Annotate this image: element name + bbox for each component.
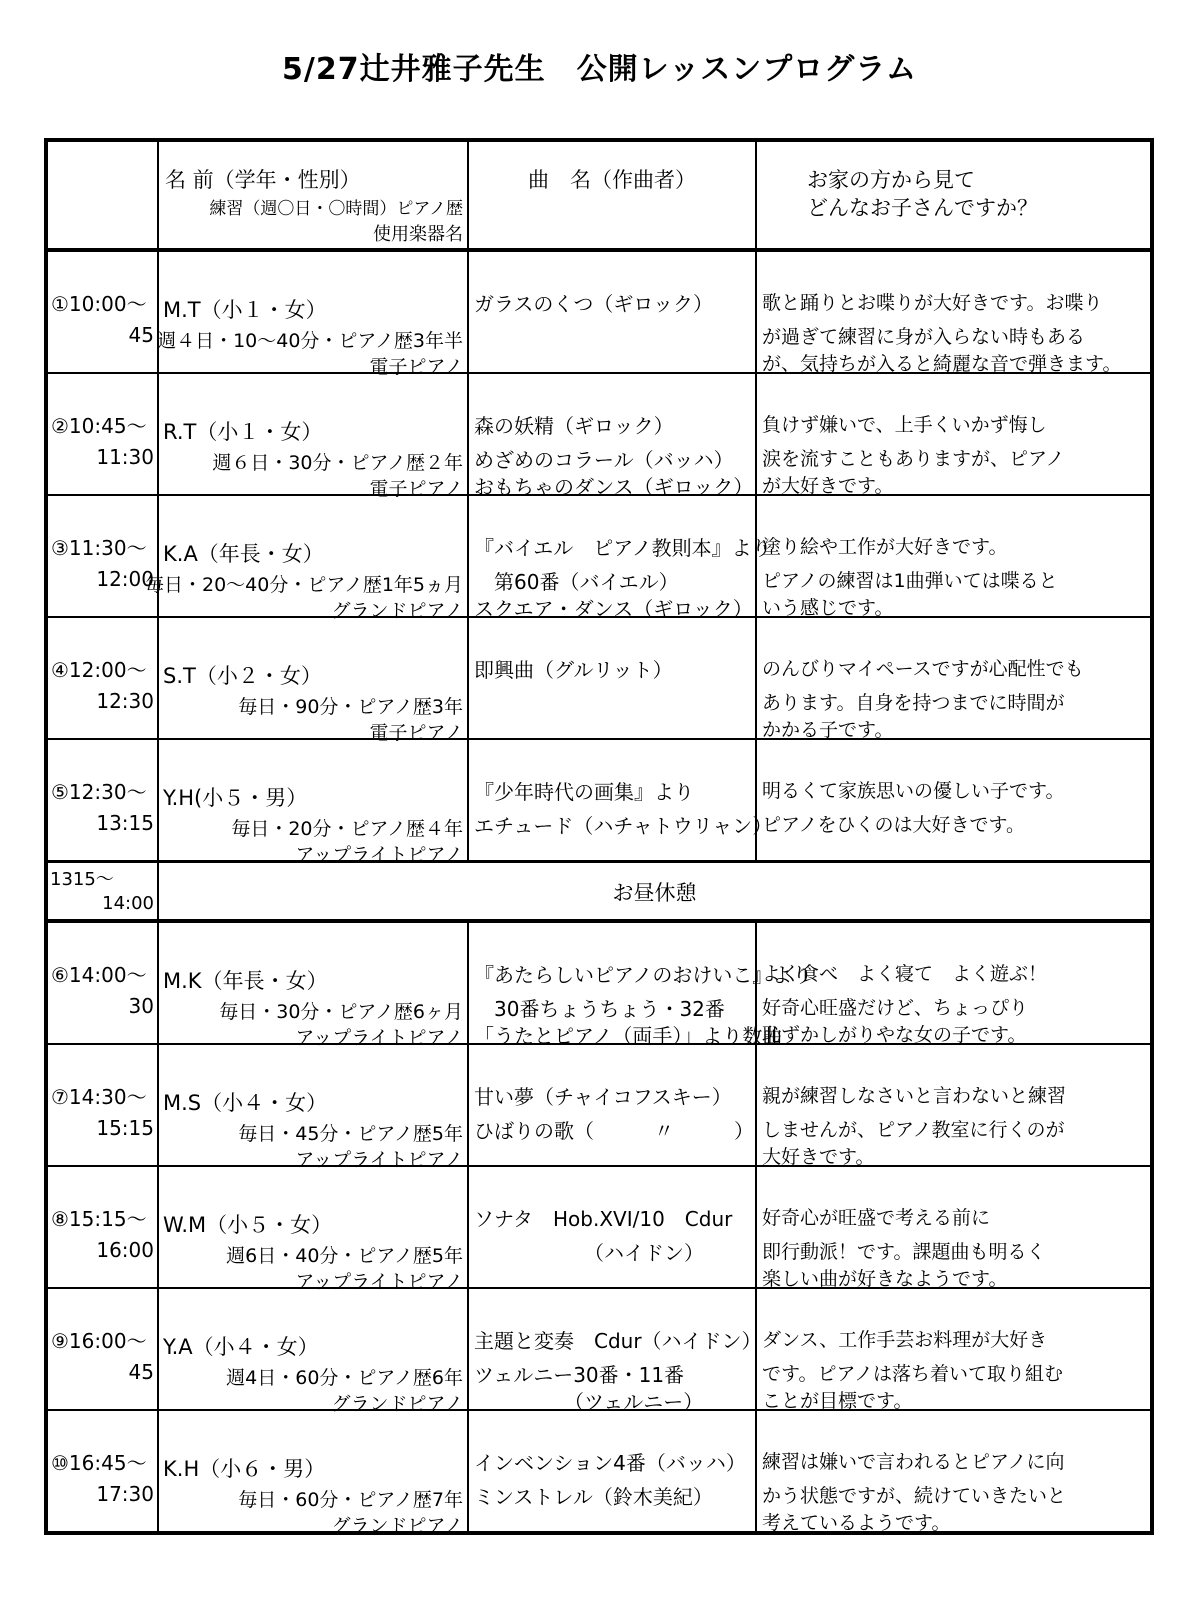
comment-cell (756, 921, 1152, 1044)
table-row (46, 921, 1152, 1044)
break-label-cell (158, 862, 1152, 922)
student-name: M.S（小４・女） (163, 1091, 328, 1115)
end-time: 16:00 (96, 1238, 154, 1262)
practice-info: 毎日・20～40分・ピアノ歴1年5ヵ月 (144, 574, 463, 596)
comment-line: 親が練習しなさいと言わないと練習 (762, 1085, 1067, 1107)
student-cell (158, 373, 468, 500)
comment-line: ダンス、工作手芸お料理が大好き (762, 1329, 1048, 1351)
comment-line: ことが目標です。 (762, 1390, 913, 1412)
comment-line: が、気持ちが入ると綺麗な音で弾きます。 (762, 353, 1122, 375)
practice-info: 週６日・30分・ピアノ歴２年 (212, 452, 463, 474)
end-time: 45 (128, 1360, 154, 1384)
comment-line: 楽しい曲が好きなようです。 (762, 1268, 1008, 1290)
student-cell (144, 495, 468, 622)
table-row (46, 617, 1152, 739)
practice-info: 週6日・40分・ピアノ歴5年 (226, 1245, 463, 1267)
comment-line: しませんが、ピアノ教室に行くのが (762, 1119, 1065, 1141)
student-cell (158, 739, 468, 866)
time-cell (46, 1410, 158, 1533)
piece-line: ひばりの歌（ 〃 ） (474, 1119, 754, 1143)
header-piece-label: 曲 名（作曲者） (528, 168, 696, 192)
comment-line: 即行動派！です。課題曲も明るく (762, 1241, 1046, 1263)
piece-line: 『あたらしいピアノのおけいこ』より (474, 963, 813, 987)
comment-line: ピアノをひくのは大好きです。 (762, 814, 1025, 836)
header-comment-line1: お家の方から見て (807, 168, 975, 192)
practice-info: 毎日・90分・ピアノ歴3年 (238, 696, 463, 718)
comment-line: 負けず嫌いで、上手くいかず悔し (762, 414, 1047, 436)
break-time-cell (46, 862, 158, 922)
student-cell (158, 921, 468, 1049)
piece-line: 森の妖精（ギロック） (474, 414, 674, 438)
start-time: ③11:30～ (51, 536, 147, 560)
comment-line: です。ピアノは落ち着いて取り組む (762, 1363, 1063, 1385)
time-cell (46, 1044, 158, 1166)
student-name: R.T（小１・女） (163, 420, 323, 444)
comment-line: 歌と踊りとお喋りが大好きです。お喋り (762, 292, 1103, 314)
table-row (46, 373, 1152, 495)
piece-cell (468, 1166, 756, 1288)
student-name: M.T（小１・女） (163, 298, 327, 322)
comment-line: 練習は嫌いで言われるとピアノに向 (762, 1451, 1065, 1473)
comment-line: 涙を流すこともありますが、ピアノ (762, 448, 1065, 470)
comment-line: かう状態ですが、続けていきたいと (762, 1485, 1067, 1507)
header-name-label: 名 前（学年・性別） (165, 168, 361, 192)
comment-line: よく食べ よく寝て よく遊ぶ！ (762, 963, 1048, 985)
piece-cell (468, 250, 756, 373)
start-time: ①10:00～ (51, 292, 147, 316)
time-cell (46, 739, 158, 862)
comment-line: 明るくて家族思いの優しい子です。 (762, 780, 1065, 802)
piece-line: ミンストレル（鈴木美紀） (474, 1485, 713, 1509)
piece-line: 甘い夢（チャイコフスキー） (474, 1085, 732, 1109)
comment-cell (756, 1044, 1152, 1166)
student-name: K.A（年長・女） (163, 542, 324, 566)
comment-line: 好奇心が旺盛で考える前に (762, 1207, 991, 1229)
instrument: アップライトピアノ (295, 1149, 463, 1171)
piece-line: （ハイドン） (474, 1241, 704, 1265)
piece-cell (468, 1288, 762, 1414)
header-practice-label: 練習（週〇日・〇時間）ピアノ歴 (209, 199, 463, 219)
instrument: 電子ピアノ (369, 356, 463, 378)
comment-line: ピアノの練習は1曲弾いては喋ると (762, 570, 1058, 592)
end-time: 17:30 (96, 1482, 154, 1506)
instrument: グランドピアノ (331, 600, 463, 622)
comment-line: いう感じです。 (762, 597, 894, 619)
break-time-end: 14:00 (102, 893, 154, 914)
header-comment-cell (756, 140, 1152, 250)
time-cell (46, 250, 158, 373)
piece-cell (468, 617, 756, 739)
end-time: 45 (128, 323, 154, 347)
student-name: M.K（年長・女） (163, 969, 328, 993)
piece-line: めざめのコラール（バッハ） (474, 448, 734, 472)
student-name: S.T（小２・女） (163, 664, 322, 688)
comment-line: が大好きです。 (762, 475, 894, 497)
start-time: ⑨16:00～ (51, 1329, 147, 1353)
lunch-break-row (46, 862, 1152, 922)
comment-cell (756, 1410, 1152, 1533)
piece-line: エチュード（ハチャトウリャン） (474, 814, 773, 838)
piece-line: 主題と変奏 Cdur（ハイドン） (474, 1329, 762, 1353)
practice-info: 毎日・20分・ピアノ歴４年 (231, 818, 463, 840)
comment-line: 塗り絵や工作が大好きです。 (762, 536, 1008, 558)
start-time: ⑩16:45～ (51, 1451, 147, 1475)
comment-line: かかる子です。 (762, 719, 894, 741)
student-cell (158, 617, 468, 744)
header-name-cell (158, 140, 468, 250)
piece-cell (468, 921, 813, 1048)
end-time: 11:30 (96, 445, 154, 469)
piece-line: 『少年時代の画集』より (474, 780, 694, 804)
time-cell (46, 617, 158, 739)
time-cell (46, 495, 158, 617)
header-comment-line2: どんなお子さんですか？ (807, 196, 1038, 220)
piece-line: 即興曲（グルリット） (474, 658, 673, 682)
start-time: ④12:00～ (51, 658, 147, 682)
student-name: K.H（小６・男） (163, 1457, 326, 1481)
comment-cell (756, 373, 1152, 495)
table-header-row (46, 140, 1152, 250)
comment-line: 大好きです。 (762, 1146, 875, 1168)
practice-info: 毎日・45分・ピアノ歴5年 (238, 1123, 463, 1145)
time-cell (46, 373, 158, 495)
student-name: Y.A（小４・女） (163, 1335, 319, 1359)
end-time: 15:15 (96, 1116, 154, 1140)
practice-info: 週４日・10～40分・ピアノ歴3年半 (157, 330, 463, 352)
table-row (46, 739, 1152, 862)
instrument: グランドピアノ (331, 1393, 463, 1415)
piece-line: インベンション4番（バッハ） (474, 1451, 746, 1475)
student-cell (158, 1166, 468, 1293)
comment-cell (756, 1166, 1152, 1288)
comment-cell (756, 250, 1152, 373)
time-cell (46, 1166, 158, 1288)
page-title: 5/27辻井雅子先生 公開レッスンプログラム (282, 52, 917, 87)
piece-line: ソナタ Hob.XVI/10 Cdur (474, 1207, 733, 1231)
student-cell (158, 1410, 468, 1537)
break-time-start: 1315～ (50, 869, 114, 890)
table-row (46, 1044, 1152, 1166)
comment-line: 好奇心旺盛だけど、ちょっぴり (762, 997, 1029, 1019)
end-time: 12:00 (96, 567, 154, 591)
student-cell (158, 1288, 468, 1415)
table-row (46, 250, 1152, 373)
comment-line: 考えているようです。 (762, 1512, 951, 1534)
start-time: ⑤12:30～ (51, 780, 147, 804)
student-name: W.M（小５・女） (163, 1213, 333, 1237)
piece-line: 30番ちょうちょう・32番 (474, 997, 725, 1021)
comment-cell (756, 739, 1152, 862)
comment-cell (756, 617, 1152, 739)
table-row (46, 1410, 1152, 1533)
header-instrument-label: 使用楽器名 (373, 224, 463, 245)
instrument: 電子ピアノ (369, 478, 463, 500)
instrument: アップライトピアノ (295, 844, 463, 866)
table-row (46, 495, 1152, 617)
comment-line: が過ぎて練習に身が入らない時もある (762, 326, 1086, 348)
start-time: ⑥14:00～ (51, 963, 147, 987)
piece-line: ツェルニー30番・11番 (474, 1363, 685, 1387)
instrument: グランドピアノ (331, 1515, 463, 1537)
header-piece-cell (468, 140, 756, 250)
end-time: 13:15 (96, 811, 154, 835)
piece-line: （ツェルニー） (474, 1390, 704, 1414)
time-cell (46, 1288, 158, 1410)
end-time: 30 (128, 994, 154, 1018)
instrument: アップライトピアノ (295, 1027, 463, 1049)
comment-cell (756, 495, 1152, 617)
start-time: ⑧15:15～ (51, 1207, 147, 1231)
table-row (46, 1288, 1152, 1410)
time-cell (46, 921, 158, 1044)
piece-cell (468, 373, 756, 499)
header-time-cell (46, 140, 158, 250)
instrument: 電子ピアノ (369, 722, 463, 744)
piece-line: 第60番（バイエル） (474, 570, 679, 594)
piece-cell (468, 1044, 756, 1166)
student-cell (158, 1044, 468, 1171)
break-label: お昼休憩 (612, 881, 697, 905)
instrument: アップライトピアノ (295, 1271, 463, 1293)
lesson-program-table (44, 138, 1154, 1535)
piece-line: 「うたとピアノ（両手）」より数曲 (474, 1024, 783, 1048)
piece-cell (468, 1410, 756, 1533)
end-time: 12:30 (96, 689, 154, 713)
piece-line: 『バイエル ピアノ教則本』より (474, 536, 772, 560)
start-time: ⑦14:30～ (51, 1085, 147, 1109)
comment-line: あります。自身を持つまでに時間が (762, 692, 1065, 714)
piece-line: ガラスのくつ（ギロック） (474, 292, 713, 316)
practice-info: 毎日・60分・ピアノ歴7年 (238, 1489, 463, 1511)
piece-line: スクエア・ダンス（ギロック） (474, 597, 753, 621)
student-cell (157, 250, 468, 378)
student-name: Y.H(小５・男） (163, 786, 308, 810)
comment-line: のんびりマイペースですが心配性でも (762, 658, 1084, 680)
comment-cell (756, 1288, 1152, 1410)
practice-info: 毎日・30分・ピアノ歴6ヶ月 (219, 1001, 463, 1023)
piece-cell (468, 739, 773, 862)
comment-line: 恥ずかしがりやな女の子です。 (762, 1024, 1027, 1046)
piece-cell (468, 495, 772, 621)
practice-info: 週4日・60分・ピアノ歴6年 (226, 1367, 463, 1389)
table-row (46, 1166, 1152, 1288)
piece-line: おもちゃのダンス（ギロック） (474, 475, 754, 499)
start-time: ②10:45～ (51, 414, 147, 438)
